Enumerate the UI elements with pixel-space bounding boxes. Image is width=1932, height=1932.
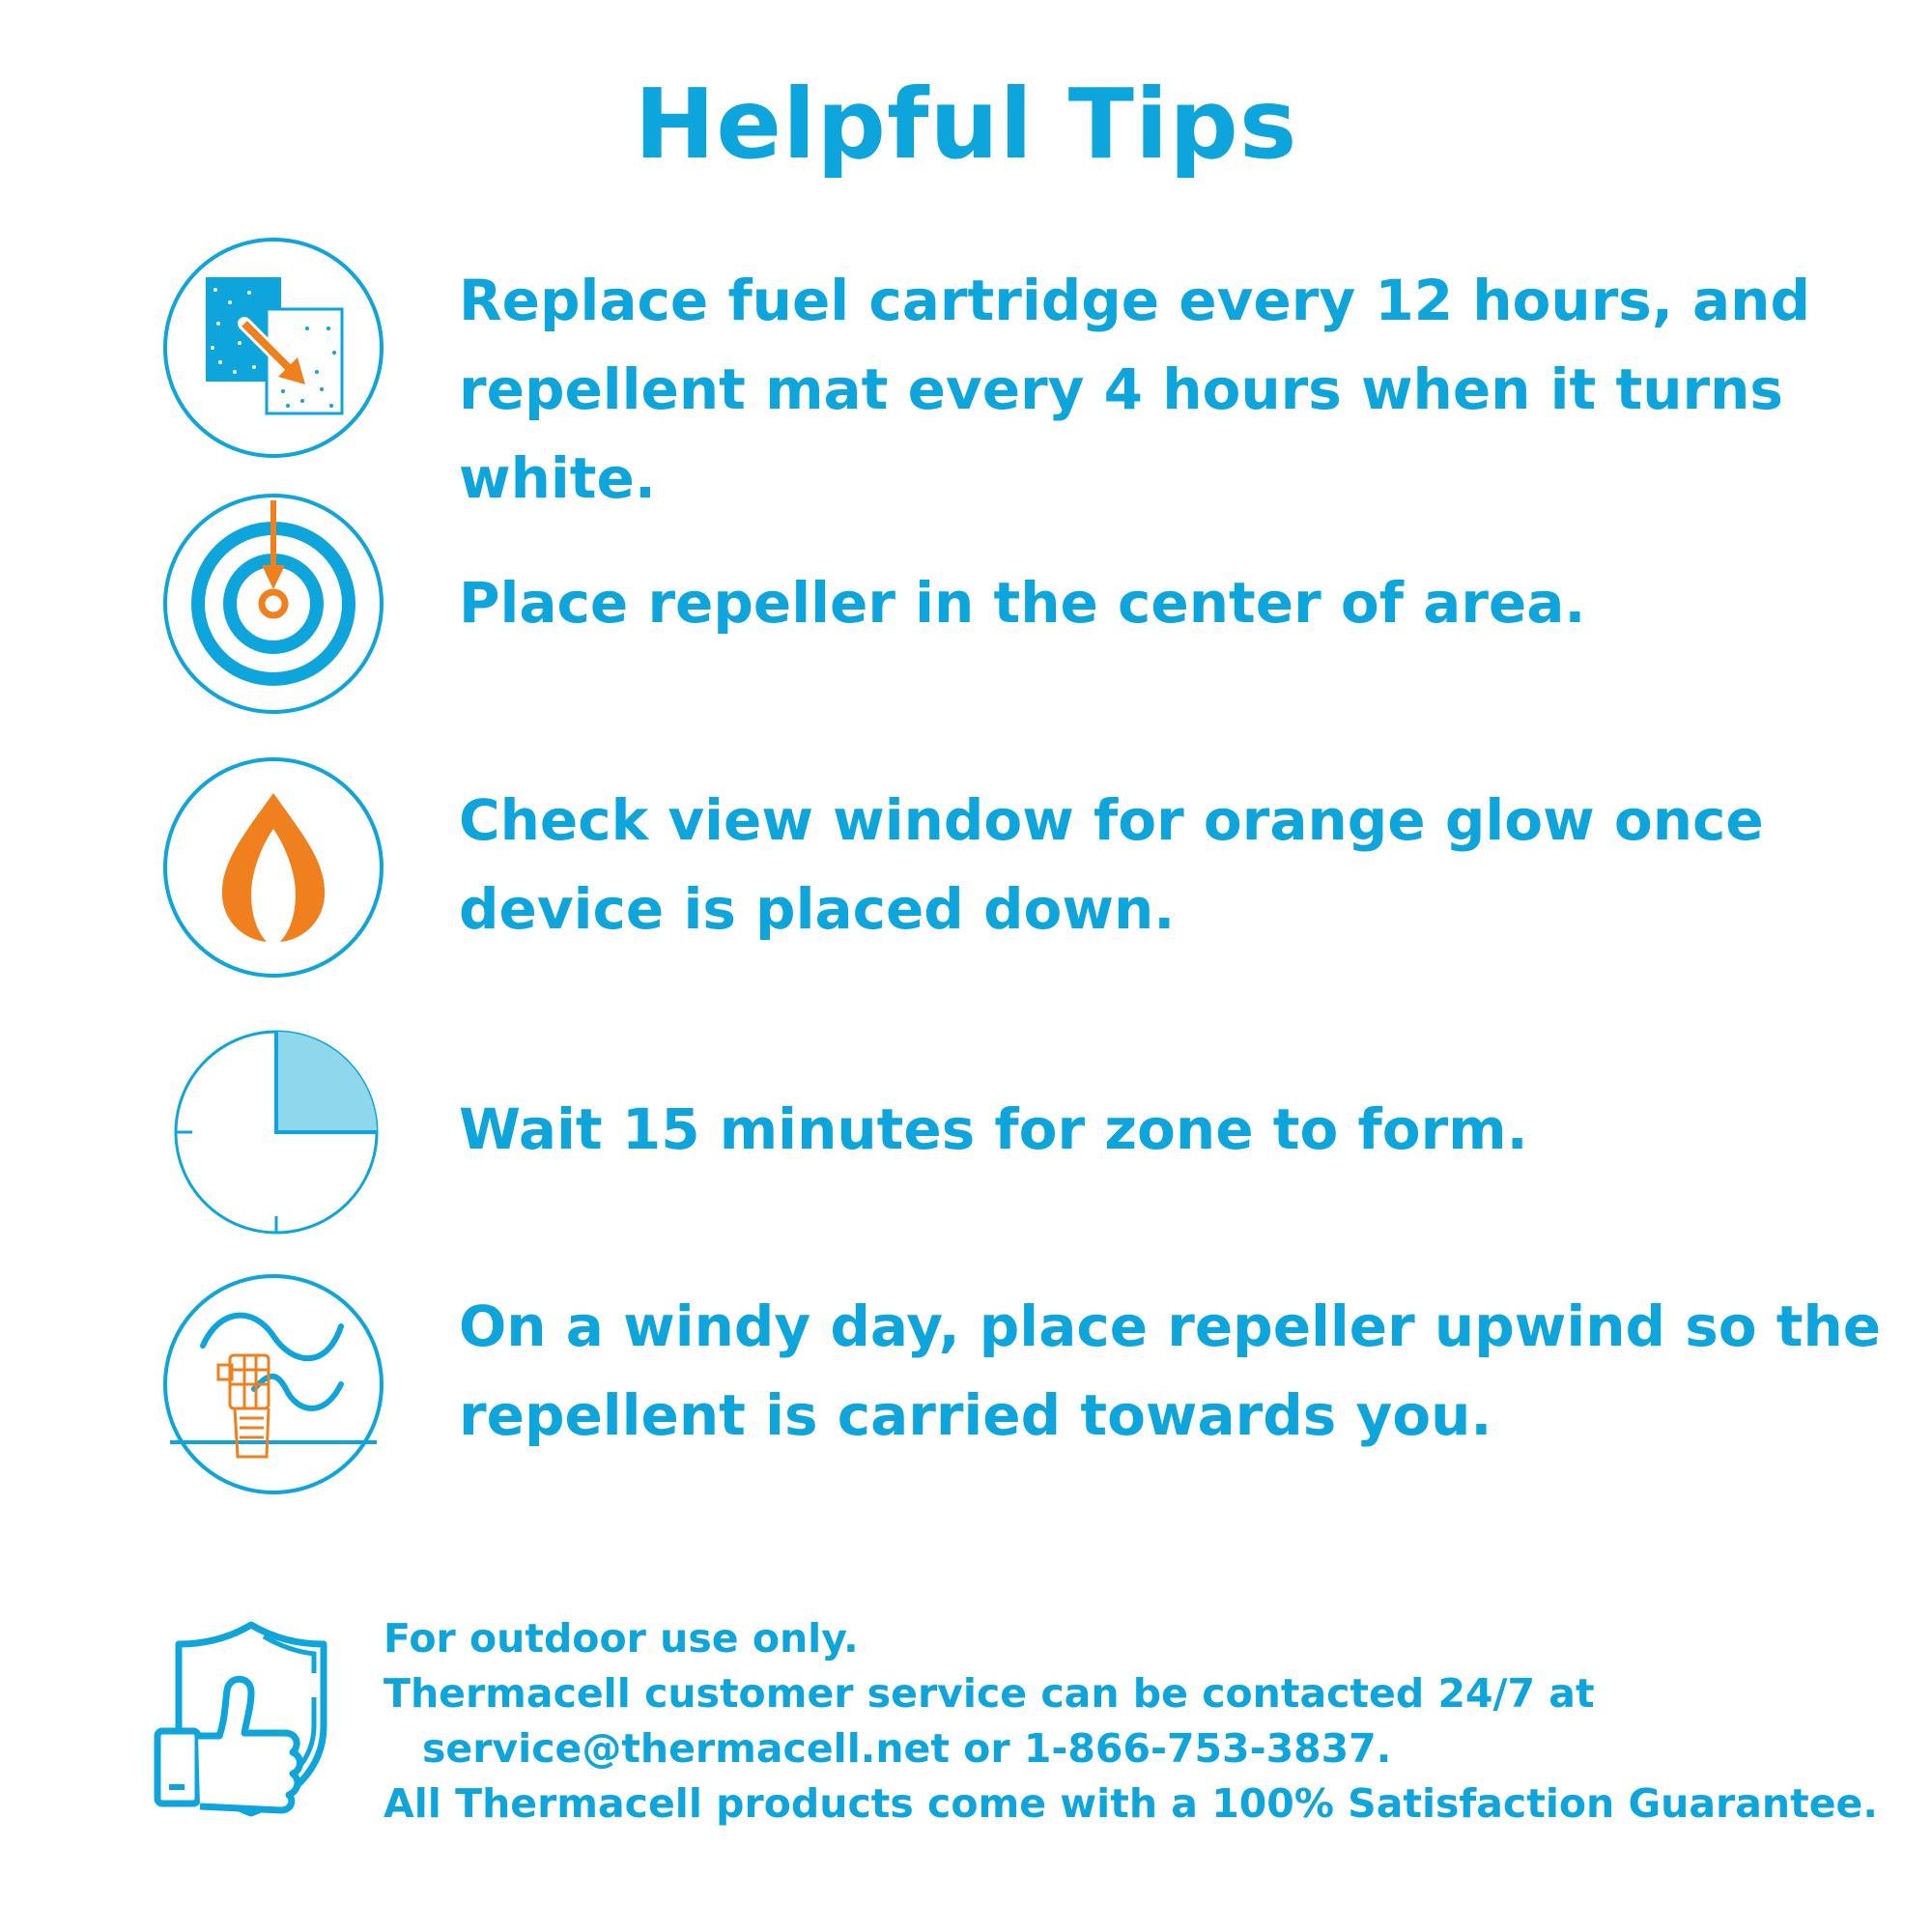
- outdoor-use-note: For outdoor use only.: [384, 1615, 859, 1662]
- cartridge-mat-icon: [162, 237, 384, 459]
- tip-text: Place repeller in the center of area.: [459, 570, 1586, 636]
- flame-icon: [162, 756, 384, 979]
- tip-text: On a windy day, place repeller upwind so the repellent is carried towards you.: [459, 1293, 1882, 1448]
- target-center-icon: [162, 493, 384, 715]
- clock-icon: [162, 1019, 384, 1241]
- footer-notes: [384, 1611, 1910, 1832]
- tip-text: Check view window for orange glow once device is placed down.: [459, 787, 1764, 942]
- shield-thumbs-up-icon: [150, 1615, 333, 1823]
- guarantee-note: All Thermacell products come with a 100% Satisfaction Guarantee.: [384, 1780, 1878, 1827]
- contact-details: service@thermacell.net or 1-866-753-3837.: [422, 1725, 1392, 1772]
- wind-repeller-icon: [162, 1273, 384, 1495]
- page-title: Helpful Tips: [634, 68, 1298, 181]
- tip-text: Wait 15 minutes for zone to form.: [459, 1096, 1528, 1162]
- tip-text: Replace fuel cartridge every 12 hours, and repellent mat every 4 hours when it turns white.: [459, 268, 1810, 511]
- customer-service-note: Thermacell customer service can be contacted 24/7 at: [384, 1670, 1595, 1717]
